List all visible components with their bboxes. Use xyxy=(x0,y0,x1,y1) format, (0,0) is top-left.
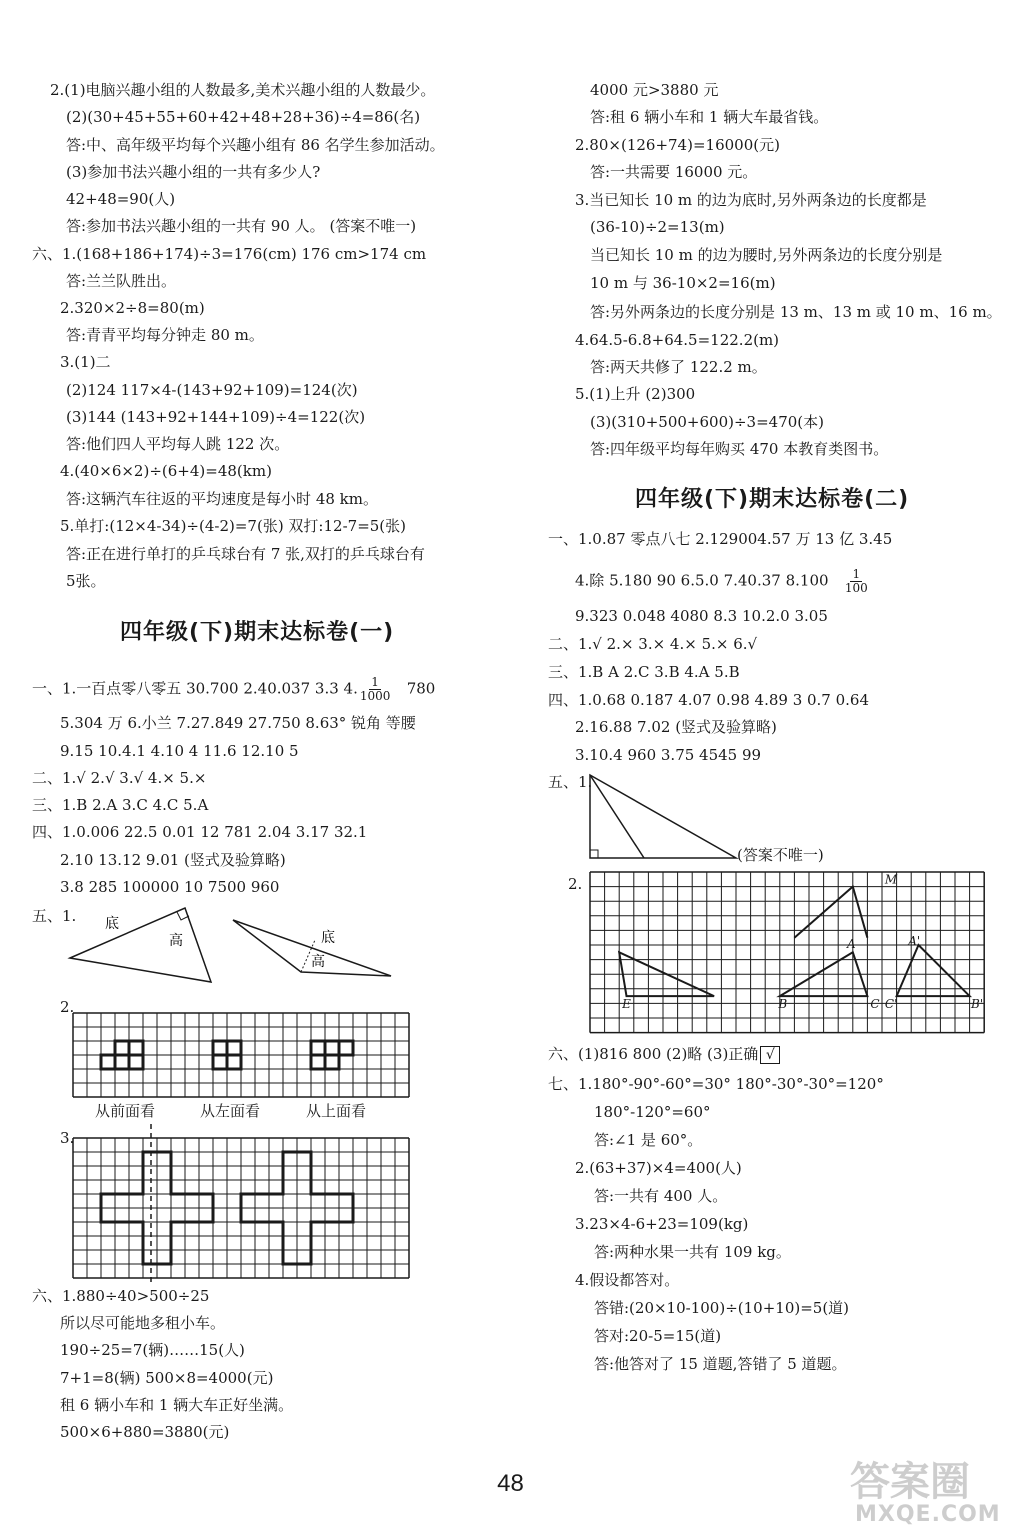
check-box: √ xyxy=(760,1046,780,1064)
fraction-numerator: 1 xyxy=(852,567,861,581)
answer-line xyxy=(548,1044,780,1064)
answer-line: 4.(40×6×2)÷(6+4)=48(km) xyxy=(60,462,272,480)
transformation-grid xyxy=(590,872,992,1032)
three-views-grid xyxy=(73,1013,409,1099)
triangle-height-figure xyxy=(65,900,405,995)
point-label-a: A xyxy=(846,936,856,951)
answer-line: 2.16.88 7.02 (竖式及验算略) xyxy=(575,718,777,736)
watermark-url: MXQE.COM xyxy=(855,1502,1001,1527)
point-label-b-prime: B' xyxy=(971,996,984,1011)
answer-line xyxy=(575,568,870,595)
view-label-front: 从前面看 xyxy=(95,1102,156,1120)
answer-line: 3.8 285 100000 10 7500 960 xyxy=(60,878,280,896)
answer-line: 3.当已知长 10 m 的边为底时,另外两条边的长度都是 xyxy=(575,191,927,209)
answer-line: 5.(1)上升 (2)300 xyxy=(575,385,696,403)
top-view-cell xyxy=(339,1041,353,1055)
answer-line: 2.80×(126+74)=16000(元) xyxy=(575,136,780,154)
answer-line: (3)(310+500+600)÷3=470(本) xyxy=(590,413,824,431)
left-view-cell xyxy=(213,1055,227,1069)
answer-line: 500×6+880=3880(元) xyxy=(60,1423,230,1441)
answer-text: 六、(1)816 800 (2)略 (3)正确 xyxy=(548,1045,759,1063)
front-view-cell xyxy=(129,1041,143,1055)
watermark-logo: 答案圈 xyxy=(850,1459,970,1505)
answer-line: 三、1.B 2.A 3.C 4.C 5.A xyxy=(32,796,209,814)
answer-line: 五、1. xyxy=(32,907,77,925)
answer-line: 五、1. xyxy=(548,773,593,791)
answer-line: 2.10 13.12 9.01 (竖式及验算略) xyxy=(60,851,286,869)
front-view-cell xyxy=(115,1041,129,1055)
base-label: 底 xyxy=(321,930,335,946)
view-label-top: 从上面看 xyxy=(306,1102,367,1120)
left-view-cell xyxy=(213,1041,227,1055)
answer-line: 答错:(20×10-100)÷(10+10)=5(道) xyxy=(594,1299,850,1317)
answer-line: 答:中、高年级平均每个兴趣小组有 86 名学生参加活动。 xyxy=(66,136,445,154)
answer-line: 七、1.180°-90°-60°=30° 180°-30°-30°=120° xyxy=(548,1075,884,1093)
answer-line: 二、1.√ 2.× 3.× 4.× 5.× 6.√ xyxy=(548,635,758,653)
answer-line: 答:正在进行单打的乒乓球台有 7 张,双打的乒乓球台有 xyxy=(66,545,425,563)
front-view-cell xyxy=(115,1055,129,1069)
point-label-b: B xyxy=(778,996,788,1011)
answer-line: 2.(1)电脑兴趣小组的人数最多,美术兴趣小组的人数最少。 xyxy=(50,81,436,99)
answer-line: (3)144 (143+92+144+109)÷4=122(次) xyxy=(66,408,366,426)
answer-line: 9.15 10.4.1 4.10 4 11.6 12.10 5 xyxy=(60,742,299,760)
answer-line: 2.(63+37)×4=400(人) xyxy=(575,1159,742,1177)
answer-line: (36-10)÷2=13(m) xyxy=(590,218,725,236)
fraction-denominator: 100 xyxy=(844,581,868,595)
top-view-cell xyxy=(311,1041,325,1055)
answer-line: 190÷25=7(辆)……15(人) xyxy=(60,1341,245,1359)
point-label-a-prime: A' xyxy=(908,934,921,948)
answer-line: 2.320×2÷8=80(m) xyxy=(60,299,205,317)
front-view-cell xyxy=(129,1055,143,1069)
answer-line: 答:这辆汽车往返的平均速度是每小时 48 km。 xyxy=(66,490,378,508)
answer-line: 答:四年级平均每年购买 470 本教育类图书。 xyxy=(590,440,889,458)
answer-line: 3. xyxy=(60,1129,75,1147)
answer-line: 一、1.0.87 零点八七 2.129004.57 万 13 亿 3.45 xyxy=(548,530,893,548)
view-label-left: 从左面看 xyxy=(200,1102,261,1120)
answer-line: 四、1.0.68 0.187 4.07 0.98 4.89 3 0.7 0.64 xyxy=(548,691,870,709)
right-triangle-figure xyxy=(588,772,748,862)
answer-line: 答:另外两条边的长度分别是 13 m、13 m 或 10 m、16 m。 xyxy=(590,303,1002,321)
answer-line: (2)124 117×4-(143+92+109)=124(次) xyxy=(66,381,358,399)
answer-line: 5.304 万 6.小兰 7.27.849 27.750 8.63° 锐角 等腰 xyxy=(60,714,416,732)
answer-line: 2. xyxy=(60,998,75,1016)
answer-line: 答:租 6 辆小车和 1 辆大车最省钱。 xyxy=(590,108,829,126)
fraction-denominator: 1000 xyxy=(359,689,391,703)
answer-line: 5.单打:(12×4-34)÷(4-2)=7(张) 双打:12-7=5(张) xyxy=(60,517,407,535)
answer-line: (3)参加书法兴趣小组的一共有多少人? xyxy=(66,163,321,181)
answer-text: 780 xyxy=(406,679,436,698)
answer-line xyxy=(32,676,435,703)
answer-line: 二、1.√ 2.√ 3.√ 4.× 5.× xyxy=(32,769,207,787)
answer-line: 六、1.(168+186+174)÷3=176(cm) 176 cm>174 cm xyxy=(32,245,427,263)
answer-line: (2)(30+45+55+60+42+48+28+36)÷4=86(名) xyxy=(66,108,421,126)
answer-note: (答案不唯一) xyxy=(737,846,824,864)
base-label: 底 xyxy=(105,916,119,932)
section-title: 四年级(下)期末达标卷(二) xyxy=(635,487,910,512)
answer-line: 10 m 与 36-10×2=16(m) xyxy=(590,274,776,292)
front-view-cell xyxy=(101,1055,115,1069)
fraction-numerator: 1 xyxy=(371,675,379,689)
point-label-c: C xyxy=(870,996,880,1011)
answer-text: 一、1.一百点零八零五 30.700 2.40.037 3.3 4. xyxy=(32,679,358,698)
point-label-c-prime: C' xyxy=(884,996,898,1011)
answer-line: 4.64.5-6.8+64.5=122.2(m) xyxy=(575,331,780,349)
fraction xyxy=(845,568,868,595)
answer-line: 答:一共有 400 人。 xyxy=(594,1187,728,1205)
top-view-cell xyxy=(311,1055,325,1069)
answer-line: 答:∠1 是 60°。 xyxy=(594,1131,703,1149)
symmetry-grid xyxy=(73,1138,409,1280)
point-label-e: E xyxy=(622,996,631,1011)
answer-line: 所以尽可能地多租小车。 xyxy=(60,1314,226,1332)
answer-line: 4000 元>3880 元 xyxy=(590,81,719,99)
left-view-cell xyxy=(227,1055,241,1069)
answer-line: 六、1.880÷40>500÷25 xyxy=(32,1287,210,1305)
answer-line: 7+1=8(辆) 500×8=4000(元) xyxy=(60,1369,274,1387)
answer-line: 答:他们四人平均每人跳 122 次。 xyxy=(66,435,290,453)
answer-line: 答:兰兰队胜出。 xyxy=(66,272,177,290)
answer-line: 三、1.B A 2.C 3.B 4.A 5.B xyxy=(548,663,740,681)
answer-text: 4.除 5.180 90 6.5.0 7.40.37 8.100 xyxy=(575,571,829,590)
answer-line: 答:两天共修了 122.2 m。 xyxy=(590,358,767,376)
left-view-cell xyxy=(227,1041,241,1055)
answer-line: 四、1.0.006 22.5 0.01 12 781 2.04 3.17 32.1 xyxy=(32,823,368,841)
top-view-cell xyxy=(325,1041,339,1055)
answer-line: 答:他答对了 15 道题,答错了 5 道题。 xyxy=(594,1355,847,1373)
page-number: 48 xyxy=(497,1470,524,1497)
answer-line: 答:青青平均每分钟走 80 m。 xyxy=(66,326,264,344)
top-view-cell xyxy=(325,1055,339,1069)
answer-line: 答:一共需要 16000 元。 xyxy=(590,163,758,181)
answer-line: 当已知长 10 m 的边为腰时,另外两条边的长度分别是 xyxy=(590,246,943,264)
answer-line: 3.23×4-6+23=109(kg) xyxy=(575,1215,749,1233)
answer-line: 3.(1)二 xyxy=(60,353,111,371)
height-label: 高 xyxy=(169,933,183,949)
answer-line: 2. xyxy=(568,875,583,893)
answer-line: 租 6 辆小车和 1 辆大车正好坐满。 xyxy=(60,1396,294,1414)
answer-line: 42+48=90(人) xyxy=(66,190,176,208)
section-title: 四年级(下)期末达标卷(一) xyxy=(120,620,395,645)
answer-line: 答对:20-5=15(道) xyxy=(594,1327,722,1345)
answer-line: 3.10.4 960 3.75 4545 99 xyxy=(575,746,762,764)
answer-line: 答:参加书法兴趣小组的一共有 90 人。 (答案不唯一) xyxy=(66,217,417,235)
height-label: 高 xyxy=(311,954,325,970)
answer-line: 9.323 0.048 4080 8.3 10.2.0 3.05 xyxy=(575,607,828,625)
answer-line: 答:两种水果一共有 109 kg。 xyxy=(594,1243,791,1261)
answer-line: 4.假设都答对。 xyxy=(575,1271,680,1289)
answer-line: 5张。 xyxy=(66,572,106,590)
point-label-m: M xyxy=(884,872,898,887)
answer-line: 180°-120°=60° xyxy=(594,1103,711,1121)
fraction xyxy=(360,676,391,703)
